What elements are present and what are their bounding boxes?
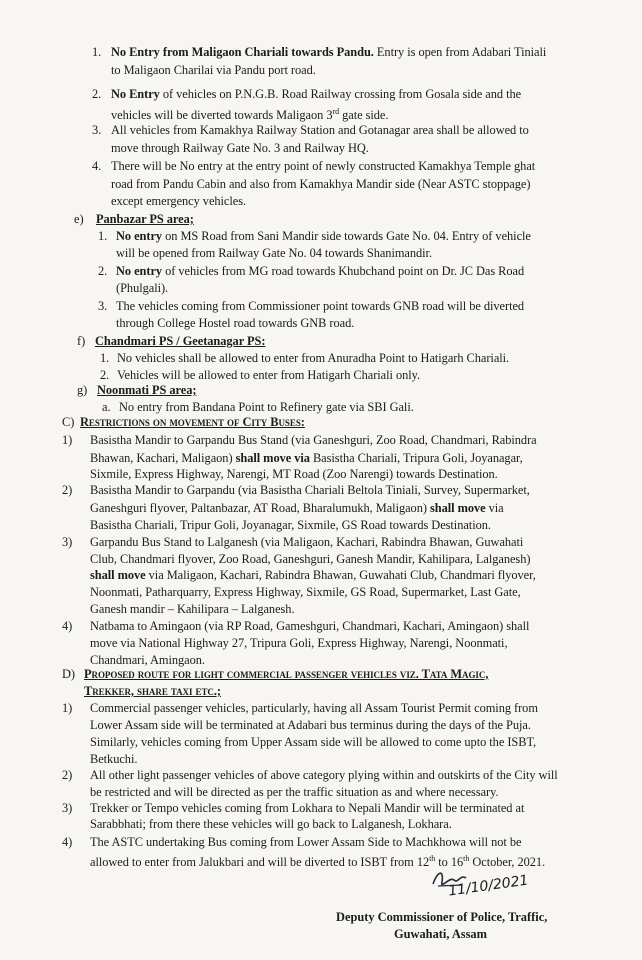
list-item-line (90, 834, 636, 850)
item-number: 2) (62, 483, 73, 497)
item-number: 1. (98, 229, 108, 243)
text-run: on MS Road from Sani Mandir side towards Gate No. 04. Entry of vehicle (162, 229, 531, 243)
list-item-line (90, 851, 636, 870)
text-run: Sixmile, Express Highway, Narengi, MT Road (Zoo Narengi) towards Destination. (90, 467, 498, 481)
list-item-line (90, 482, 636, 498)
list-item-line (90, 584, 636, 600)
text-run: Similarly, vehicles coming from Upper Assam side will be allowed to come upto the ISBT, (90, 735, 537, 749)
text-run: No Entry from Maligaon Chariali towards Pandu. (111, 45, 374, 59)
section-title: Panbazar PS area; (96, 212, 194, 226)
text-run: There will be No entry at the entry point of newly constructed Kamakhya Temple ghat (111, 159, 536, 173)
text-run: Chandmari, Amingaon. (90, 653, 205, 667)
list-item-line (90, 751, 636, 767)
list-item-line (111, 104, 636, 123)
section-heading (84, 666, 636, 682)
text-run: Garpandu Bus Stand to Lalganesh (via Maligaon, Kachari, Rabindra Bhawan, Guwahati (90, 535, 524, 549)
list-item-line (116, 280, 636, 296)
section-title: Trekker, share taxi etc.; (84, 684, 221, 698)
list-item-line (90, 567, 636, 583)
text-run: road from Pandu Cabin and also from Kamakhya Mandir side (Near ASTC stoppage) (111, 177, 531, 191)
section-title: Restrictions on movement of City Buses: (80, 415, 305, 429)
text-run: Trekker or Tempo vehicles coming from Lokhara to Nepali Mandir will be terminated at (90, 801, 525, 815)
list-item-line (90, 534, 636, 550)
item-number: 3. (92, 123, 102, 137)
list-item-line (90, 432, 636, 448)
text-run: The ASTC undertaking Bus coming from Lower Assam Side to Machkhowa will not be (90, 835, 522, 849)
text-run: through College Hostel road towards GNB road. (116, 316, 355, 330)
text-run: Ganeshguri flyover, Paltanbazar, AT Road, Bharalumukh, Maligaon) (90, 501, 430, 515)
section-heading (96, 211, 636, 227)
item-number: 1) (62, 701, 73, 715)
list-item-line (111, 122, 636, 138)
text-run: Betkuchi. (90, 752, 138, 766)
list-item-line (90, 601, 636, 617)
text-run: shall move (90, 568, 146, 582)
item-number: 2. (92, 87, 102, 101)
item-number: 1) (62, 433, 73, 447)
text-run: Noonmati, Patharquarry, Express Highway, Sixmile, GS Road, Supermarket, Last Gate, (90, 585, 521, 599)
list-item-line (116, 315, 636, 331)
list-item-line (117, 367, 636, 383)
item-number: 3) (62, 535, 73, 549)
item-number: D) (62, 667, 75, 681)
text-run: vehicles will be diverted towards Maligaon 3rd gate side. (111, 107, 389, 123)
signatory-location: Guwahati, Assam (394, 927, 487, 941)
section-heading (97, 382, 636, 398)
text-run: Basistha Chariali, Tripur Goli, Joyanagar, Sixmile, GS Road towards Destination. (90, 518, 491, 532)
item-number: C) (62, 415, 75, 429)
list-item-line (116, 245, 636, 261)
text-run: Bhawan, Kachari, Maligaon) (90, 451, 236, 465)
list-item-line (111, 140, 636, 156)
signatory-title: Deputy Commissioner of Police, Traffic, (336, 910, 548, 924)
item-number: 4. (92, 159, 102, 173)
item-number: 2) (62, 768, 73, 782)
item-number: 4) (62, 619, 73, 633)
text-run: move via National Highway 27, Tripura Goli, Express Highway, Narengi, Noonmati, (90, 636, 508, 650)
list-item-line (119, 399, 636, 415)
text-run: No vehicles shall be allowed to enter from Anuradha Point to Hatigarh Chariali. (117, 351, 510, 365)
list-item-line (111, 176, 636, 192)
signature-date: 11/10/2021 (447, 872, 530, 900)
text-run: shall move via (235, 451, 310, 465)
item-number: 1. (92, 45, 102, 59)
list-item-line (111, 62, 636, 78)
list-item-line (90, 500, 636, 516)
text-run: Basistha Mandir to Garpandu Bus Stand (via Ganeshguri, Zoo Road, Chandmari, Rabindra (90, 433, 537, 447)
list-item-line (90, 517, 636, 533)
text-run: move through Railway Gate No. 3 and Railway HQ. (111, 141, 369, 155)
item-number: g) (77, 383, 88, 397)
section-heading (80, 414, 636, 430)
list-item-line (90, 466, 636, 482)
text-run: via Maligaon, Kachari, Rabindra Bhawan, Guwahati Club, Chandmari flyover, (145, 568, 536, 582)
list-item-line (116, 263, 636, 279)
text-run: All vehicles from Kamakhya Railway Station and Gotanagar area shall be allowed to (111, 123, 529, 137)
list-item-line (90, 700, 636, 716)
item-number: a. (102, 400, 111, 414)
list-item-line (90, 618, 636, 634)
list-item-line (117, 350, 636, 366)
text-run: Entry is open from Adabari Tiniali (373, 45, 547, 59)
text-run: The vehicles coming from Commissioner point towards GNB road will be diverted (116, 299, 525, 313)
item-number: 3. (98, 299, 108, 313)
item-number: 2. (98, 264, 108, 278)
list-item-line (111, 44, 636, 60)
item-number: 1. (100, 351, 110, 365)
section-title: Chandmari PS / Geetanagar PS: (95, 334, 266, 348)
text-run: (Phulgali). (116, 281, 169, 295)
text-run: Sarabbhati; from there these vehicles will go back to Lalganesh, Lokhara. (90, 817, 452, 831)
text-run: No entry (116, 229, 163, 243)
list-item-line (90, 784, 636, 800)
text-run: of vehicles on P.N.G.B. Road Railway crossing from Gosala side and the (159, 87, 522, 101)
text-run: of vehicles from MG road towards Khubchand point on Dr. JC Das Road (162, 264, 525, 278)
item-number: 4) (62, 835, 73, 849)
section-heading (84, 683, 636, 699)
list-item-line (90, 551, 636, 567)
text-run: be restricted and will be directed as per the traffic situation as and where necessary. (90, 785, 499, 799)
item-number: e) (74, 212, 84, 226)
text-run: No entry (116, 264, 163, 278)
text-run: Lower Assam side will be terminated at Adabari bus terminus during the days of the Puja. (90, 718, 531, 732)
list-item-line (90, 767, 636, 783)
text-run: via (485, 501, 504, 515)
section-title: Proposed route for light commercial passenger vehicles viz. Tata Magic, (84, 667, 489, 681)
text-run: shall move (429, 501, 486, 515)
text-run: Commercial passenger vehicles, particularly, having all Assam Tourist Permit coming from (90, 701, 538, 715)
item-number: 2. (100, 368, 110, 382)
text-run: to Maligaon Charilai via Pandu port road. (111, 63, 316, 77)
list-item-line (116, 228, 636, 244)
list-item-line (111, 158, 636, 174)
text-run: allowed to enter from Jalukbari and will be diverted to ISBT from 12th to 16th October, 2021. (90, 854, 546, 870)
list-item-line (90, 635, 636, 651)
text-run: All other light passenger vehicles of above category plying within and outskirts of the City will (90, 768, 558, 782)
text-run: Basistha Chariali, Tripura Goli, Joyanagar, (309, 451, 523, 465)
list-item-line (90, 450, 636, 466)
item-number: f) (77, 334, 86, 348)
list-item-line (111, 86, 636, 102)
text-run: No entry from Bandana Point to Refinery gate via SBI Gali. (119, 400, 414, 414)
text-run: No Entry (111, 87, 160, 101)
text-run: will be opened from Railway Gate No. 04 towards Shanimandir. (116, 246, 432, 260)
list-item-line (90, 717, 636, 733)
list-item-line (90, 816, 636, 832)
section-heading (95, 333, 636, 349)
text-run: Natbama to Amingaon (via RP Road, Gameshguri, Chandmari, Kachari, Amingaon) shall (90, 619, 530, 633)
text-run: Ganesh mandir – Kahilipara – Lalganesh. (90, 602, 295, 616)
text-run: except emergency vehicles. (111, 194, 247, 208)
item-number: 3) (62, 801, 73, 815)
text-run: Club, Chandmari flyover, Zoo Road, Ganeshguri, Ganesh Mandir, Kahilipara, Lalganesh) (90, 552, 531, 566)
section-title: Noonmati PS area; (97, 383, 197, 397)
list-item-line (90, 734, 636, 750)
text-run: Vehicles will be allowed to enter from Hatigarh Chariali only. (117, 368, 421, 382)
text-run: Basistha Mandir to Garpandu (via Basistha Chariali Beltola Tiniali, Survey, Supermarket, (90, 483, 530, 497)
list-item-line (111, 193, 636, 209)
list-item-line (90, 800, 636, 816)
list-item-line (116, 298, 636, 314)
